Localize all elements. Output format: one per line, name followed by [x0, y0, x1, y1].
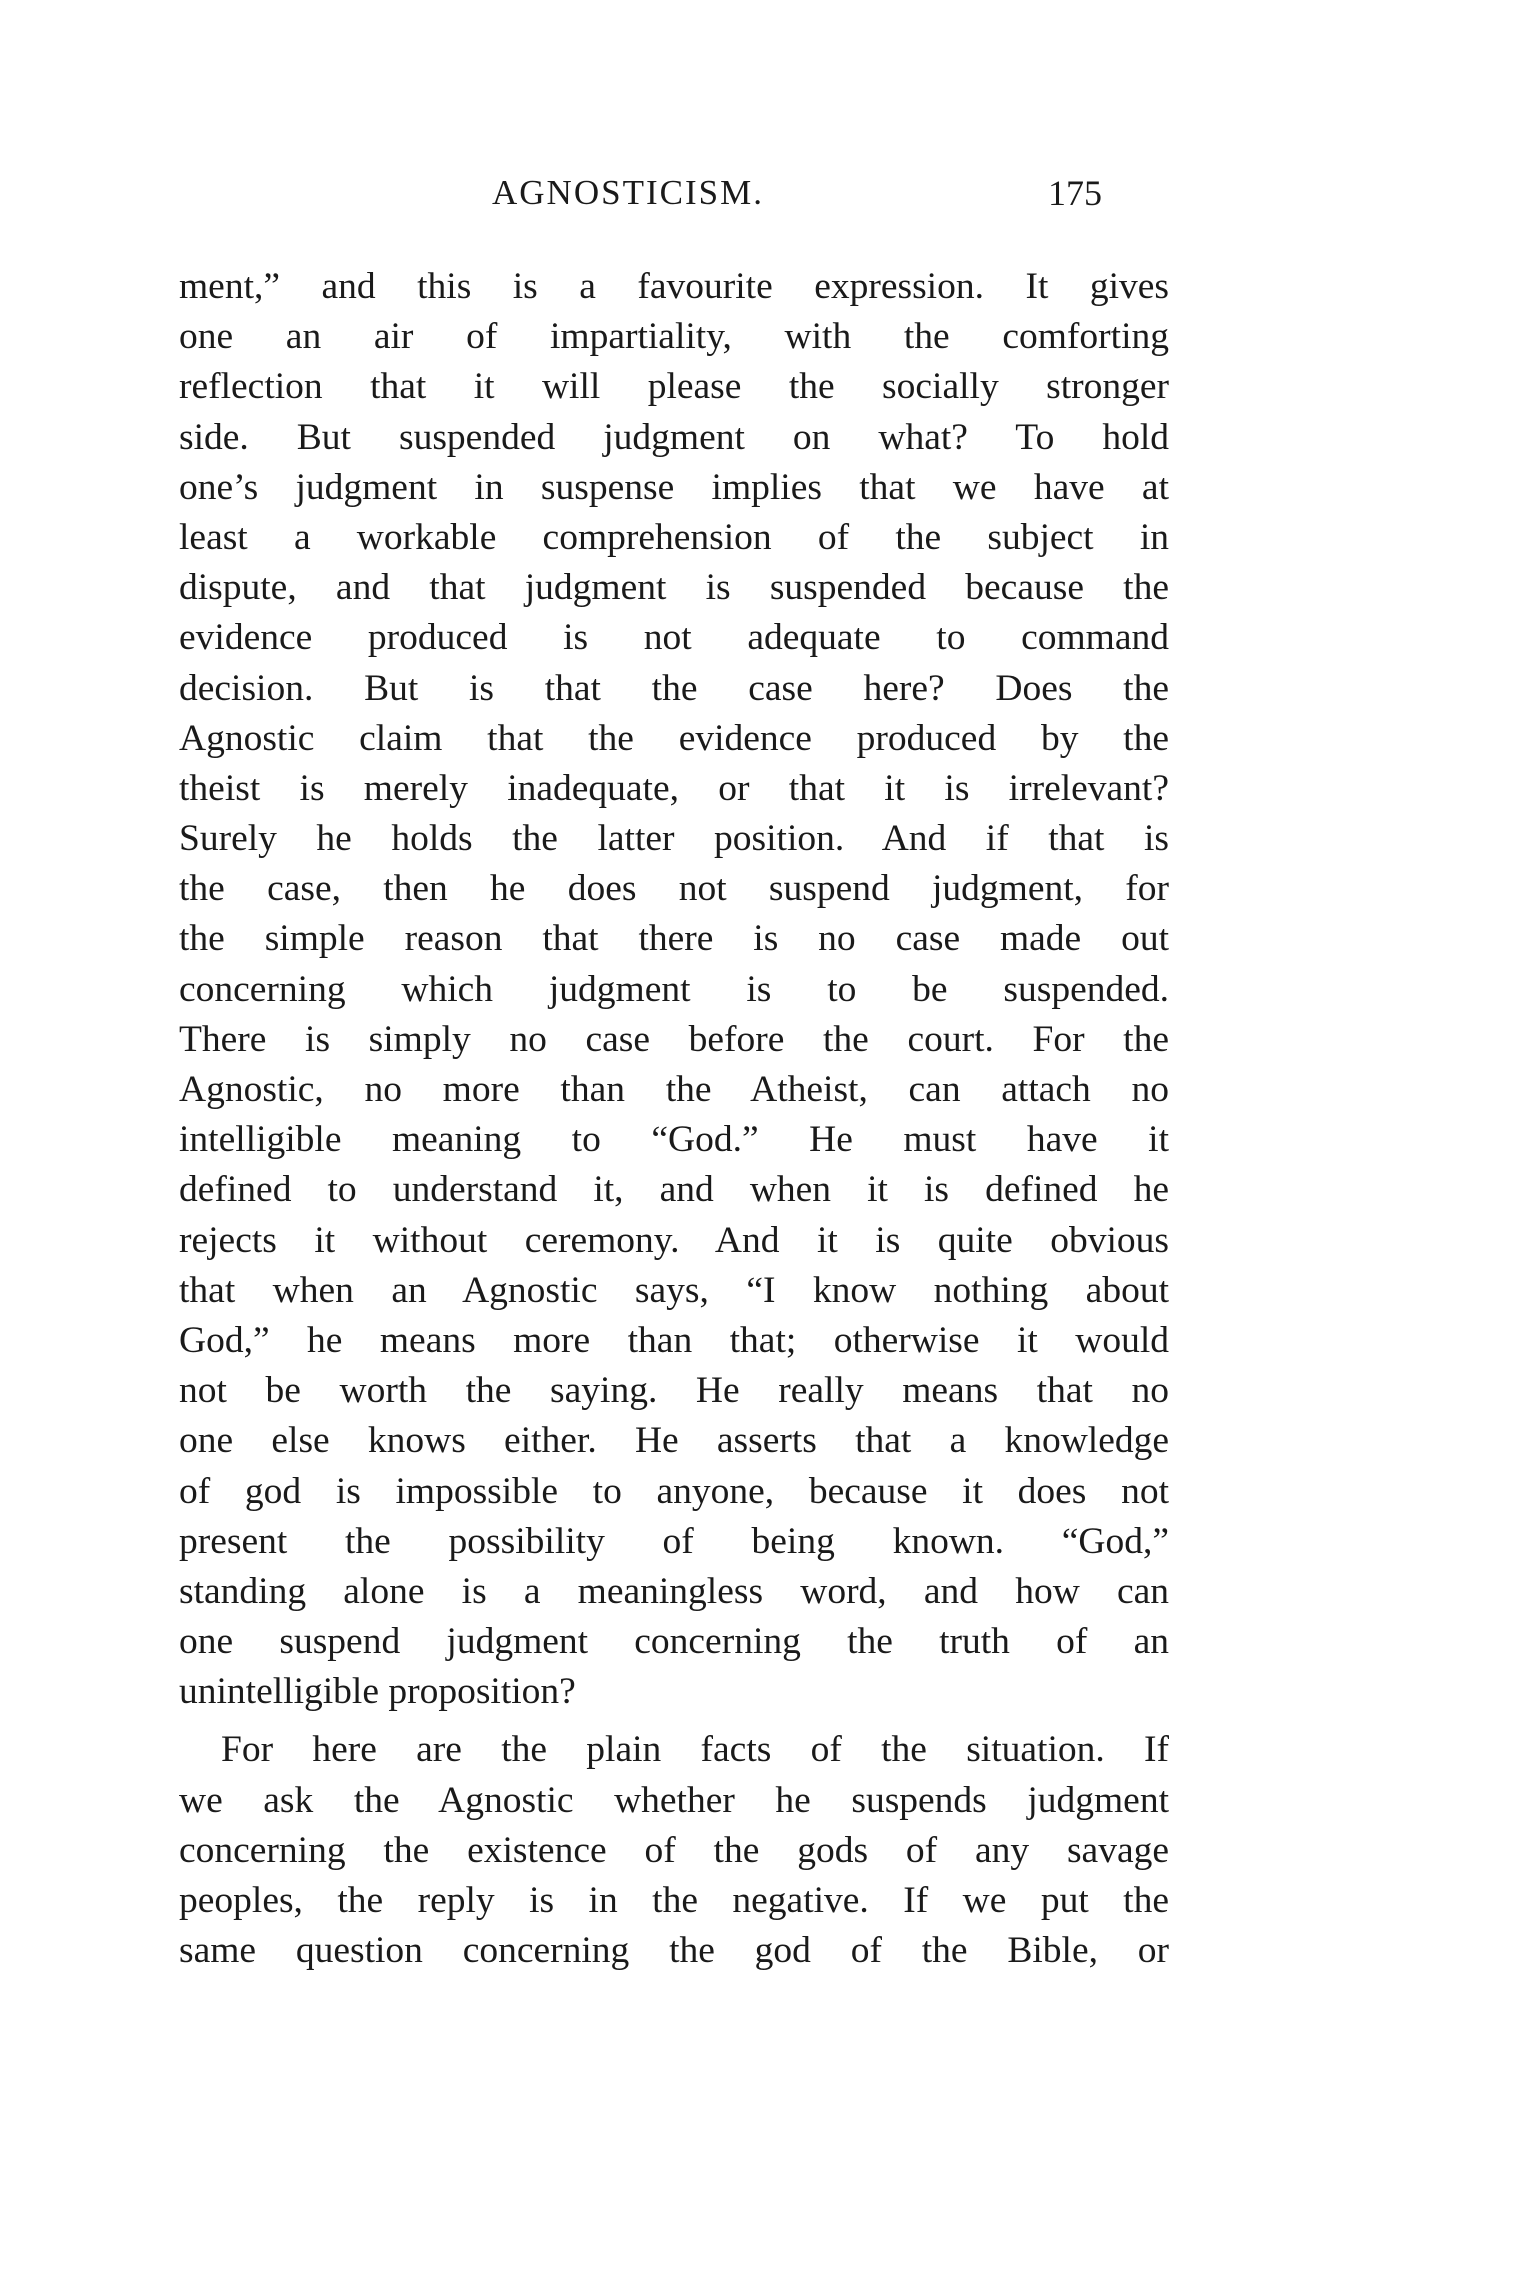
text-line: Agnostic, no more than the Atheist, can attach no [179, 1069, 1169, 1110]
text-line: defined to understand it, and when it is defined he [179, 1169, 1169, 1211]
text-line: unintelligible proposition? [179, 1671, 576, 1713]
text-line: one else knows either. He asserts that a knowledge [179, 1420, 1169, 1462]
body-text [179, 262, 1169, 1976]
text-line: the case, then he does not suspend judgment, for [179, 868, 1169, 910]
text-line: Agnostic claim that the evidence produced by the [179, 717, 1169, 759]
text-line: Surely he holds the latter position. And if that is [179, 818, 1169, 860]
text-line: we ask the Agnostic whether he suspends judgment [179, 1779, 1169, 1821]
text-line: side. But suspended judgment on what? To hold [179, 416, 1169, 458]
text-line: intelligible meaning to “God.” He must have it [179, 1119, 1169, 1161]
text-line: the simple reason that there is no case made out [179, 918, 1169, 960]
text-line: not be worth the saying. He really means that no [179, 1370, 1169, 1412]
text-line: concerning the existence of the gods of any savage [179, 1829, 1169, 1871]
page-number: 175 [1048, 173, 1102, 213]
text-line: same question concerning the god of the Bible, or [179, 1930, 1169, 1972]
text-line: least a workable comprehension of the subject in [179, 516, 1169, 558]
text-line: rejects it without ceremony. And it is quite obvious [179, 1219, 1169, 1261]
text-line: peoples, the reply is in the negative. If we put the [179, 1880, 1169, 1921]
text-line: God,” he means more than that; otherwise it would [179, 1319, 1169, 1361]
paragraph-2 [179, 1725, 1169, 1976]
text-line: theist is merely inadequate, or that it is irrelevant? [179, 767, 1169, 809]
text-line: decision. But is that the case here? Does the [179, 667, 1169, 709]
text-line: evidence produced is not adequate to command [179, 617, 1169, 659]
text-line: standing alone is a meaningless word, and how can [179, 1570, 1169, 1612]
text-line: one suspend judgment concerning the truth of an [179, 1621, 1169, 1663]
text-line: For here are the plain facts of the situation. If [221, 1729, 1169, 1771]
text-line: that when an Agnostic says, “I know nothing about [179, 1269, 1169, 1311]
text-line: concerning which judgment is to be suspended. [179, 968, 1169, 1010]
text-line: present the possibility of being known. “God,” [179, 1520, 1169, 1562]
text-line: There is simply no case before the court. For the [179, 1018, 1169, 1060]
text-line: one’s judgment in suspense implies that we have at [179, 466, 1169, 508]
paragraph-gap [179, 1717, 1169, 1725]
running-head [180, 168, 1180, 218]
running-title: AGNOSTICISM. [492, 173, 764, 212]
text-line: of god is impossible to anyone, because it does not [179, 1470, 1169, 1512]
text-line: ment,” and this is a favourite expression. It gives [179, 266, 1169, 307]
text-line: one an air of impartiality, with the comforting [179, 316, 1169, 358]
text-line: reflection that it will please the socially stronger [179, 366, 1169, 408]
text-line: dispute, and that judgment is suspended because the [179, 567, 1169, 609]
paragraph-1 [179, 262, 1169, 1717]
